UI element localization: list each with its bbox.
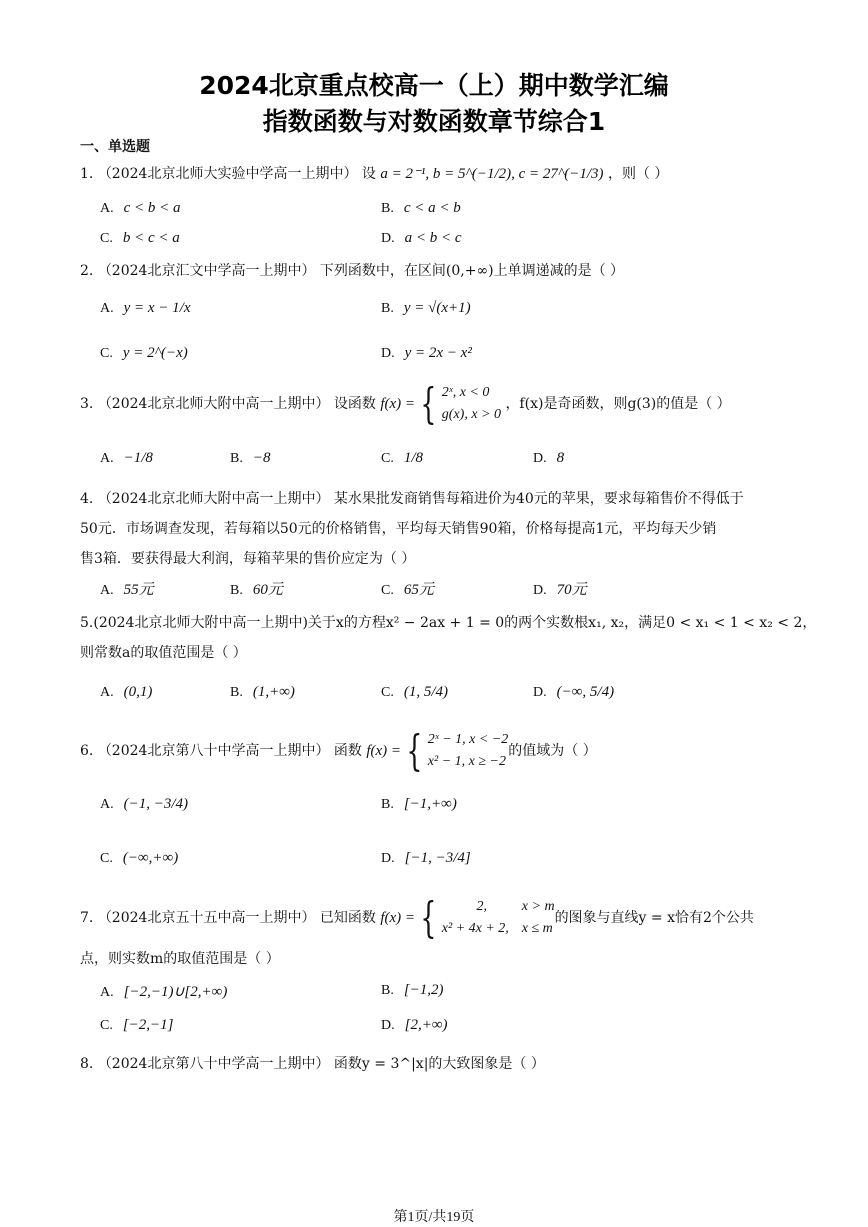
question-4-line-2: 50元．市场调查发现，若每箱以50元的价格销售，平均每天销售90箱，价格每提高1元，平均每天少销: [80, 521, 717, 537]
question-7-line-2: 点，则实数m的取值范围是（ ）: [80, 951, 280, 967]
question-source: (2024北京北师大附中高一上期中): [93, 615, 308, 631]
option-a: A. 55元: [100, 582, 154, 598]
page-footer: 第1页/共19页: [393, 1210, 475, 1225]
option-c: C. (1, 5/4): [381, 684, 449, 700]
option-b: B. 60元: [230, 582, 283, 598]
question-source: （2024北京第八十中学高一上期中）: [97, 1056, 330, 1072]
question-number: 1.: [80, 166, 94, 182]
question-source: （2024北京北师大附中高一上期中）: [97, 396, 330, 412]
option-a: A. c < b < a: [100, 200, 181, 216]
option-b: B. y = √(x+1): [381, 300, 471, 316]
piecewise-cases: 2, x > m x² + 4x + 2, x ≤ m: [441, 899, 555, 936]
question-source: （2024北京北师大附中高一上期中）: [97, 491, 330, 507]
section-heading: 一、单选题: [80, 139, 150, 155]
question-text: 下列函数中，在区间(0,+∞)上单调递减的是（ ）: [319, 263, 625, 279]
option-b: B. (1,+∞): [230, 684, 295, 700]
page-title: 2024北京重点校高一（上）期中数学汇编: [199, 71, 669, 100]
option-b: B. −8: [230, 450, 271, 466]
option-d: D. y = 2x − x²: [381, 345, 472, 361]
option-a: A. [−2,−1)∪[2,+∞): [100, 984, 228, 1000]
option-d: D. a < b < c: [381, 230, 462, 246]
question-text: 设: [361, 166, 376, 182]
option-c: C. (−∞,+∞): [100, 850, 179, 866]
question-math: a = 2⁻¹, b = 5^(−1/2), c = 27^(−1/3): [380, 166, 604, 182]
option-b: B. [−1,2): [381, 982, 444, 998]
question-source: （2024北京第八十中学高一上期中）: [97, 743, 330, 759]
option-d: D. (−∞, 5/4): [533, 684, 615, 700]
option-b: B. c < a < b: [381, 200, 461, 216]
question-number: 2.: [80, 263, 94, 279]
question-source: （2024北京五十五中高一上期中）: [97, 910, 316, 926]
option-a: A. y = x − 1/x: [100, 300, 191, 316]
option-b: B. [−1,+∞): [381, 796, 457, 812]
function-name: f(x) =: [380, 396, 416, 412]
option-d: D. 70元: [533, 582, 587, 598]
option-d: D. [−1, −3/4]: [381, 850, 471, 866]
question-8: 8. （2024北京第八十中学高一上期中） 函数y = 3^|x|的大致图象是（ ）: [80, 1056, 545, 1072]
question-4-line-3: 售3箱．要获得最大利润，每箱苹果的售价应定为（ ）: [80, 551, 416, 567]
question-7: 7. （2024北京五十五中高一上期中） 已知函数 f(x) = { 2, x > m x² + 4x + 2, x ≤ m 的图象与直线y = x恰有2个公共: [80, 893, 754, 942]
left-brace-icon: {: [420, 379, 437, 428]
question-5-line-2: 则常数a的取值范围是（ ）: [80, 645, 247, 661]
option-a: A. (0,1): [100, 684, 153, 700]
question-2: [80, 260, 624, 280]
left-brace-icon: {: [420, 893, 437, 942]
function-name: f(x) =: [380, 910, 416, 926]
option-d: D. [2,+∞): [381, 1017, 448, 1033]
question-1: [80, 163, 668, 183]
piecewise-cases: 2ˣ, x < 0 g(x), x > 0: [441, 385, 501, 422]
left-brace-icon: {: [406, 726, 423, 775]
question-text: ，则（ ）: [607, 166, 669, 182]
option-a: A. −1/8: [100, 450, 153, 466]
option-c: C. 65元: [381, 582, 434, 598]
question-source: （2024北京汇文中学高一上期中）: [97, 263, 316, 279]
option-a: A. (−1, −3/4): [100, 796, 189, 812]
question-6: 6. （2024北京第八十中学高一上期中） 函数 f(x) = { 2ˣ − 1, x < −2 x² − 1, x ≥ −2 的值域为（ ）: [80, 726, 597, 775]
option-c: C. 1/8: [381, 450, 424, 466]
option-c: C. b < c < a: [100, 230, 180, 246]
option-c: C. [−2,−1]: [100, 1017, 174, 1033]
option-c: C. y = 2^(−x): [100, 345, 188, 361]
piecewise-cases: 2ˣ − 1, x < −2 x² − 1, x ≥ −2: [427, 732, 509, 769]
question-3: 3. （2024北京北师大附中高一上期中） 设函数 f(x) = { 2ˣ, x < 0 g(x), x > 0 ，f(x)是奇函数，则g(3)的值是（ ）: [80, 379, 731, 428]
option-d: D. 8: [533, 450, 565, 466]
function-name: f(x) =: [366, 743, 402, 759]
question-4: 4. （2024北京北师大附中高一上期中） 某水果批发商销售每箱进价为40元的苹果，要求每箱售价不得低于: [80, 491, 744, 507]
question-source: （2024北京北师大实验中学高一上期中）: [97, 166, 358, 182]
question-5: 5.(2024北京北师大附中高一上期中)关于x的方程x² − 2ax + 1 = 0的两个实数根x₁, x₂，满足0 < x₁ < 1 < x₂ < 2，: [80, 615, 817, 631]
page-subtitle: 指数函数与对数函数章节综合1: [262, 107, 606, 136]
